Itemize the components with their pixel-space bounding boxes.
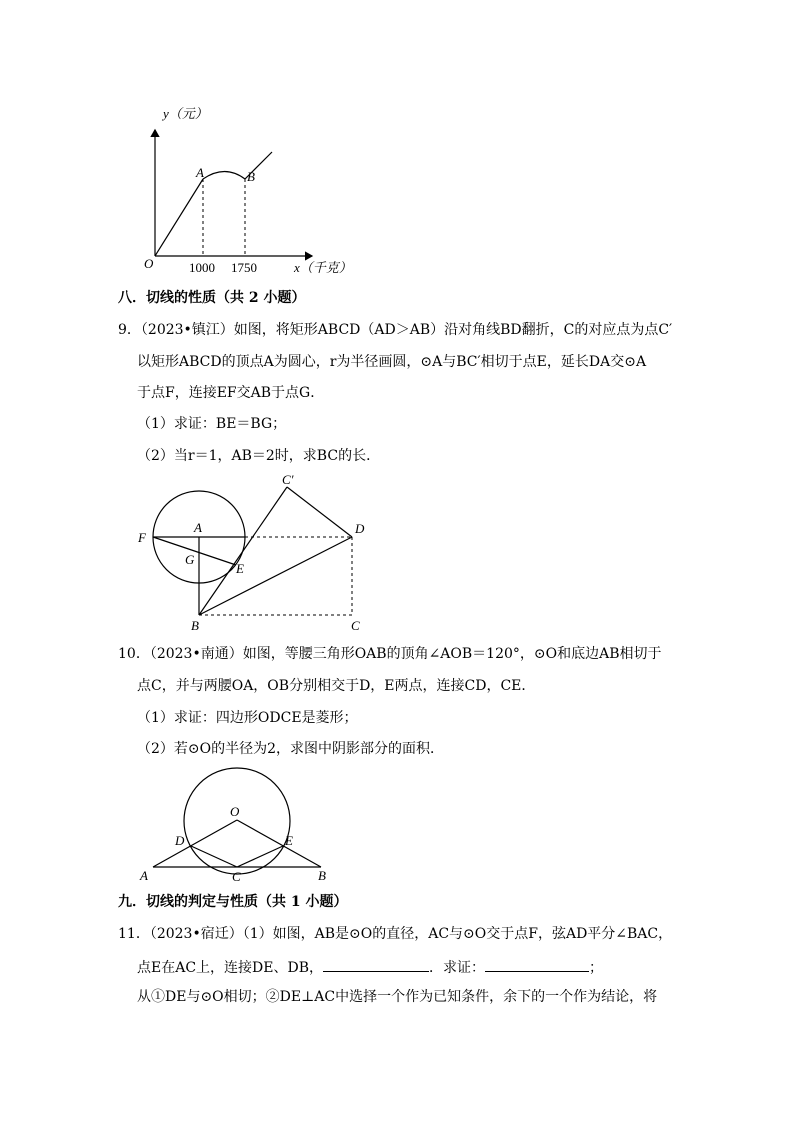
q11-line3: 从①DE与⊙O相切；②DE⊥AC中选择一个作为已知条件，余下的一个作为结论，将: [137, 989, 658, 1005]
q9-part2: （2）当r＝1，AB＝2时，求BC的长．: [137, 448, 381, 464]
label-b: B: [318, 868, 326, 883]
q9-line1: 9．（2023•镇江）如图，将矩形ABCD（AD＞AB）沿对角线BD翻折，C的对应点为点C′: [118, 322, 673, 338]
label-b: B: [191, 618, 199, 633]
label-o: O: [230, 804, 240, 819]
label-a: A: [140, 868, 148, 883]
q10-line1: 10．（2023•南通）如图，等腰三角形OAB的顶角∠AOB＝120°，⊙O和底边AB相切于: [118, 646, 662, 662]
section-8-heading: 八．切线的性质（共 2 小题）: [118, 290, 306, 306]
label-c-prime: C′: [282, 472, 294, 487]
q10-part2: （2）若⊙O的半径为2，求图中阴影部分的面积．: [137, 741, 445, 757]
q10-figure: [135, 760, 335, 885]
tick-1750: 1750: [231, 260, 257, 275]
label-g: G: [185, 552, 195, 567]
q9-line2: 以矩形ABCD的顶点A为圆心，r为半径画圆，⊙A与BC′相切于点E，延长DA交⊙A: [137, 354, 647, 370]
point-a-label: A: [196, 165, 204, 180]
line-c-prime-d: [287, 487, 352, 537]
label-e: E: [236, 561, 244, 576]
section-9-heading: 九．切线的判定与性质（共 1 小题）: [118, 894, 348, 910]
q9-part1: （1）求证：BE＝BG；: [137, 416, 287, 432]
arc-ab: [203, 172, 245, 180]
q11-line1: 11．（2023•宿迁）（1）如图，AB是⊙O的直径，AC与⊙O交于点F，弦AD平分∠BAC，: [118, 926, 673, 942]
q11-line2-end: ；: [589, 960, 603, 976]
origin-label: O: [144, 256, 154, 271]
point-b-label: B: [247, 169, 255, 184]
q11-blank-condition[interactable]: [323, 957, 429, 972]
line-bd: [199, 537, 352, 615]
line-bc-prime: [199, 487, 287, 615]
q9-figure: [130, 470, 390, 640]
price-weight-graph: [130, 100, 370, 280]
q11-line2-middle: ．求证：: [429, 960, 485, 976]
segment-oa: [155, 179, 203, 256]
line-ob: [237, 820, 321, 867]
label-d: D: [175, 833, 185, 848]
y-axis-label: y（元）: [163, 106, 208, 121]
tick-1000: 1000: [189, 260, 215, 275]
circle-o: [184, 768, 290, 874]
q10-line2: 点C，并与两腰OA，OB分别相交于D，E两点，连接CD，CE．: [137, 678, 536, 694]
label-f: F: [138, 530, 146, 545]
q11-blank-conclusion[interactable]: [485, 957, 589, 972]
x-axis-label: x（千克）: [294, 260, 352, 275]
label-c: C: [232, 869, 241, 884]
q10-part1: （1）求证：四边形ODCE是菱形；: [137, 710, 358, 726]
label-a: A: [194, 520, 202, 535]
q9-line3: 于点F，连接EF交AB于点G．: [137, 385, 325, 401]
label-e: E: [285, 833, 293, 848]
label-d: D: [355, 521, 365, 536]
q11-line2: [137, 957, 603, 977]
line-fe: [153, 537, 236, 565]
label-c: C: [351, 618, 360, 633]
q11-line2-start: 点E在AC上，连接DE、DB，: [137, 960, 323, 976]
line-oa: [153, 820, 237, 867]
